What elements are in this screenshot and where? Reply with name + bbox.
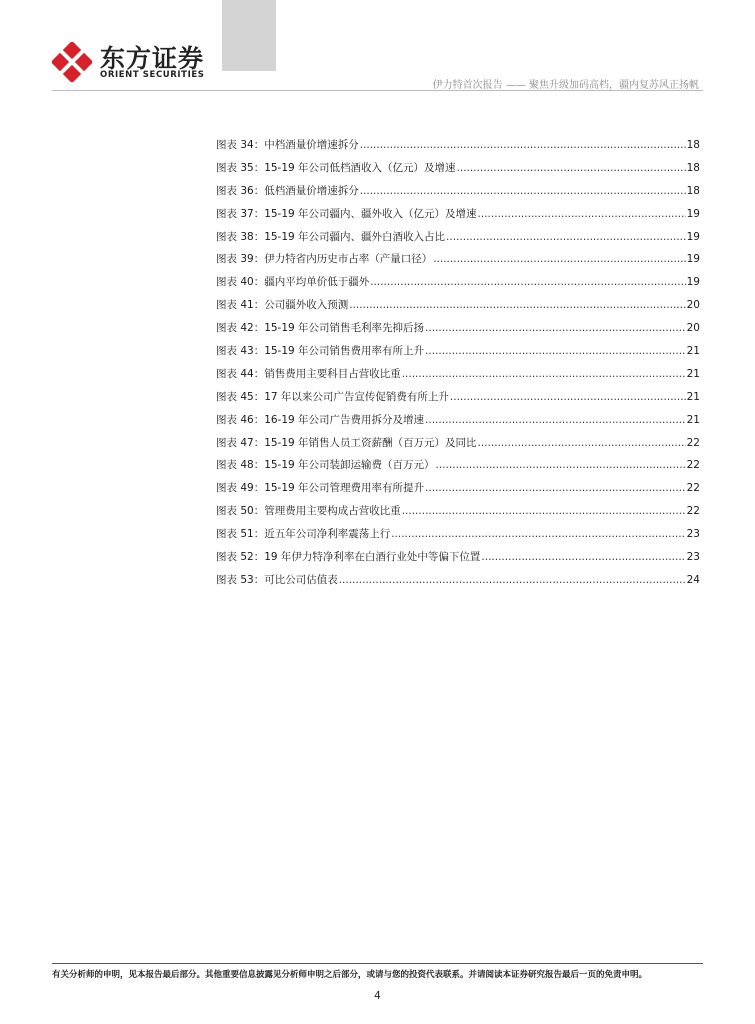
toc-entry-page: 22 xyxy=(686,459,700,472)
toc-entry-page: 20 xyxy=(686,299,700,312)
toc-leader-dots xyxy=(425,482,686,494)
toc-entry[interactable] xyxy=(216,412,700,435)
toc-entry-label: 图表 41：公司疆外收入预测 xyxy=(216,299,349,312)
toc-entry-label: 图表 40：疆内平均单价低于疆外 xyxy=(216,276,370,289)
toc-leader-dots xyxy=(478,437,686,449)
toc-leader-dots xyxy=(481,551,685,563)
footer-disclaimer: 有关分析师的申明，见本报告最后部分。其他重要信息披露见分析师申明之后部分，或请与您的投资代表联系。并请阅读本证券研究报告最后一页的免责申明。 xyxy=(52,970,648,980)
footer-divider xyxy=(52,963,703,964)
toc-entry[interactable] xyxy=(216,503,700,526)
toc-entry-label: 图表 39：伊力特省内历史市占率（产量口径） xyxy=(216,253,433,266)
toc-entry[interactable] xyxy=(216,320,700,343)
toc-entry-page: 23 xyxy=(686,528,700,541)
toc-leader-dots xyxy=(457,162,686,174)
toc-entry-page: 21 xyxy=(686,413,700,426)
toc-leader-dots xyxy=(478,208,686,220)
orient-securities-logo xyxy=(52,42,92,82)
toc-entry[interactable] xyxy=(216,457,700,480)
toc-entry-label: 图表 53：可比公司估值表 xyxy=(216,573,338,586)
toc-entry[interactable] xyxy=(216,206,700,229)
header-gray-block xyxy=(222,0,276,71)
toc-entry-page: 19 xyxy=(686,230,700,243)
toc-entry[interactable] xyxy=(216,229,700,252)
toc-entry[interactable] xyxy=(216,274,700,297)
toc-entry[interactable] xyxy=(216,343,700,366)
toc-entry[interactable] xyxy=(216,297,700,320)
toc-entry-page: 23 xyxy=(686,551,700,564)
toc-entry-page: 22 xyxy=(686,505,700,518)
toc-entry-label: 图表 45：17 年以来公司广告宣传促销费有所上升 xyxy=(216,390,449,403)
toc-entry-label: 图表 42：15-19 年公司销售毛利率先抑后扬 xyxy=(216,322,425,335)
toc-entry[interactable] xyxy=(216,549,700,572)
header-divider xyxy=(52,90,703,91)
toc-entry[interactable] xyxy=(216,480,700,503)
toc-leader-dots xyxy=(349,299,685,311)
toc-leader-dots xyxy=(425,322,686,334)
toc-leader-dots xyxy=(433,253,685,265)
toc-entry-page: 18 xyxy=(686,184,700,197)
toc-leader-dots xyxy=(425,345,686,357)
toc-entry-page: 22 xyxy=(686,482,700,495)
toc-entry[interactable] xyxy=(216,435,700,458)
toc-entry-page: 21 xyxy=(686,367,700,380)
toc-entry[interactable] xyxy=(216,160,700,183)
toc-entry-page: 24 xyxy=(686,573,700,586)
toc-entry[interactable] xyxy=(216,251,700,274)
toc-entry-page: 19 xyxy=(686,253,700,266)
toc-leader-dots xyxy=(450,391,686,403)
toc-leader-dots xyxy=(391,528,685,540)
toc-leader-dots xyxy=(446,231,686,243)
toc-entry-page: 19 xyxy=(686,207,700,220)
toc-entry-label: 图表 46：16-19 年公司广告费用拆分及增速 xyxy=(216,413,425,426)
page-number: 4 xyxy=(374,990,381,1002)
toc-entry-label: 图表 49：15-19 年公司管理费用率有所提升 xyxy=(216,482,425,495)
logo-english-name: ORIENT SECURITIES xyxy=(100,70,205,80)
toc-entry-page: 20 xyxy=(686,322,700,335)
toc-entry-label: 图表 44：销售费用主要科目占营收比重 xyxy=(216,367,401,380)
toc-leader-dots xyxy=(360,185,686,197)
toc-leader-dots xyxy=(360,139,686,151)
toc-entry[interactable] xyxy=(216,137,700,160)
toc-leader-dots xyxy=(339,574,686,586)
toc-leader-dots xyxy=(402,505,686,517)
report-title: 伊力特首次报告 —— 聚焦升级加码高档，疆内复苏风正扬帆 xyxy=(432,80,699,91)
toc-leader-dots xyxy=(402,368,686,380)
toc-entry[interactable] xyxy=(216,572,700,595)
toc-entry-label: 图表 52：19 年伊力特净利率在白酒行业处中等偏下位置 xyxy=(216,551,481,564)
toc-entry-label: 图表 38：15-19 年公司疆内、疆外白酒收入占比 xyxy=(216,230,446,243)
toc-entry-page: 21 xyxy=(686,345,700,358)
toc-leader-dots xyxy=(370,276,685,288)
toc-entry-page: 22 xyxy=(686,436,700,449)
toc-entry-label: 图表 50：管理费用主要构成占营收比重 xyxy=(216,505,401,518)
toc-entry[interactable] xyxy=(216,389,700,412)
toc-entry-page: 19 xyxy=(686,276,700,289)
toc-entry-page: 18 xyxy=(686,161,700,174)
toc-entry-label: 图表 36：低档酒量价增速拆分 xyxy=(216,184,359,197)
toc-entry-page: 21 xyxy=(686,390,700,403)
toc-entry-label: 图表 48：15-19 年公司装卸运输费（百万元） xyxy=(216,459,435,472)
toc-entry-label: 图表 51：近五年公司净利率震荡上行 xyxy=(216,528,391,541)
table-of-figures xyxy=(216,137,700,595)
toc-entry[interactable] xyxy=(216,366,700,389)
toc-entry[interactable] xyxy=(216,526,700,549)
toc-entry-label: 图表 47：15-19 年销售人员工资薪酬（百万元）及同比 xyxy=(216,436,477,449)
toc-entry-label: 图表 37：15-19 年公司疆内、疆外收入（亿元）及增速 xyxy=(216,207,477,220)
logo-chinese-name: 东方证券 xyxy=(100,44,205,73)
toc-entry[interactable] xyxy=(216,183,700,206)
toc-entry-page: 18 xyxy=(686,139,700,151)
toc-leader-dots xyxy=(436,459,686,471)
toc-entry-label: 图表 35：15-19 年公司低档酒收入（亿元）及增速 xyxy=(216,161,456,174)
toc-entry-label: 图表 43：15-19 年公司销售费用率有所上升 xyxy=(216,345,425,358)
toc-leader-dots xyxy=(425,414,686,426)
toc-entry-label: 图表 34：中档酒量价增速拆分 xyxy=(216,139,359,151)
